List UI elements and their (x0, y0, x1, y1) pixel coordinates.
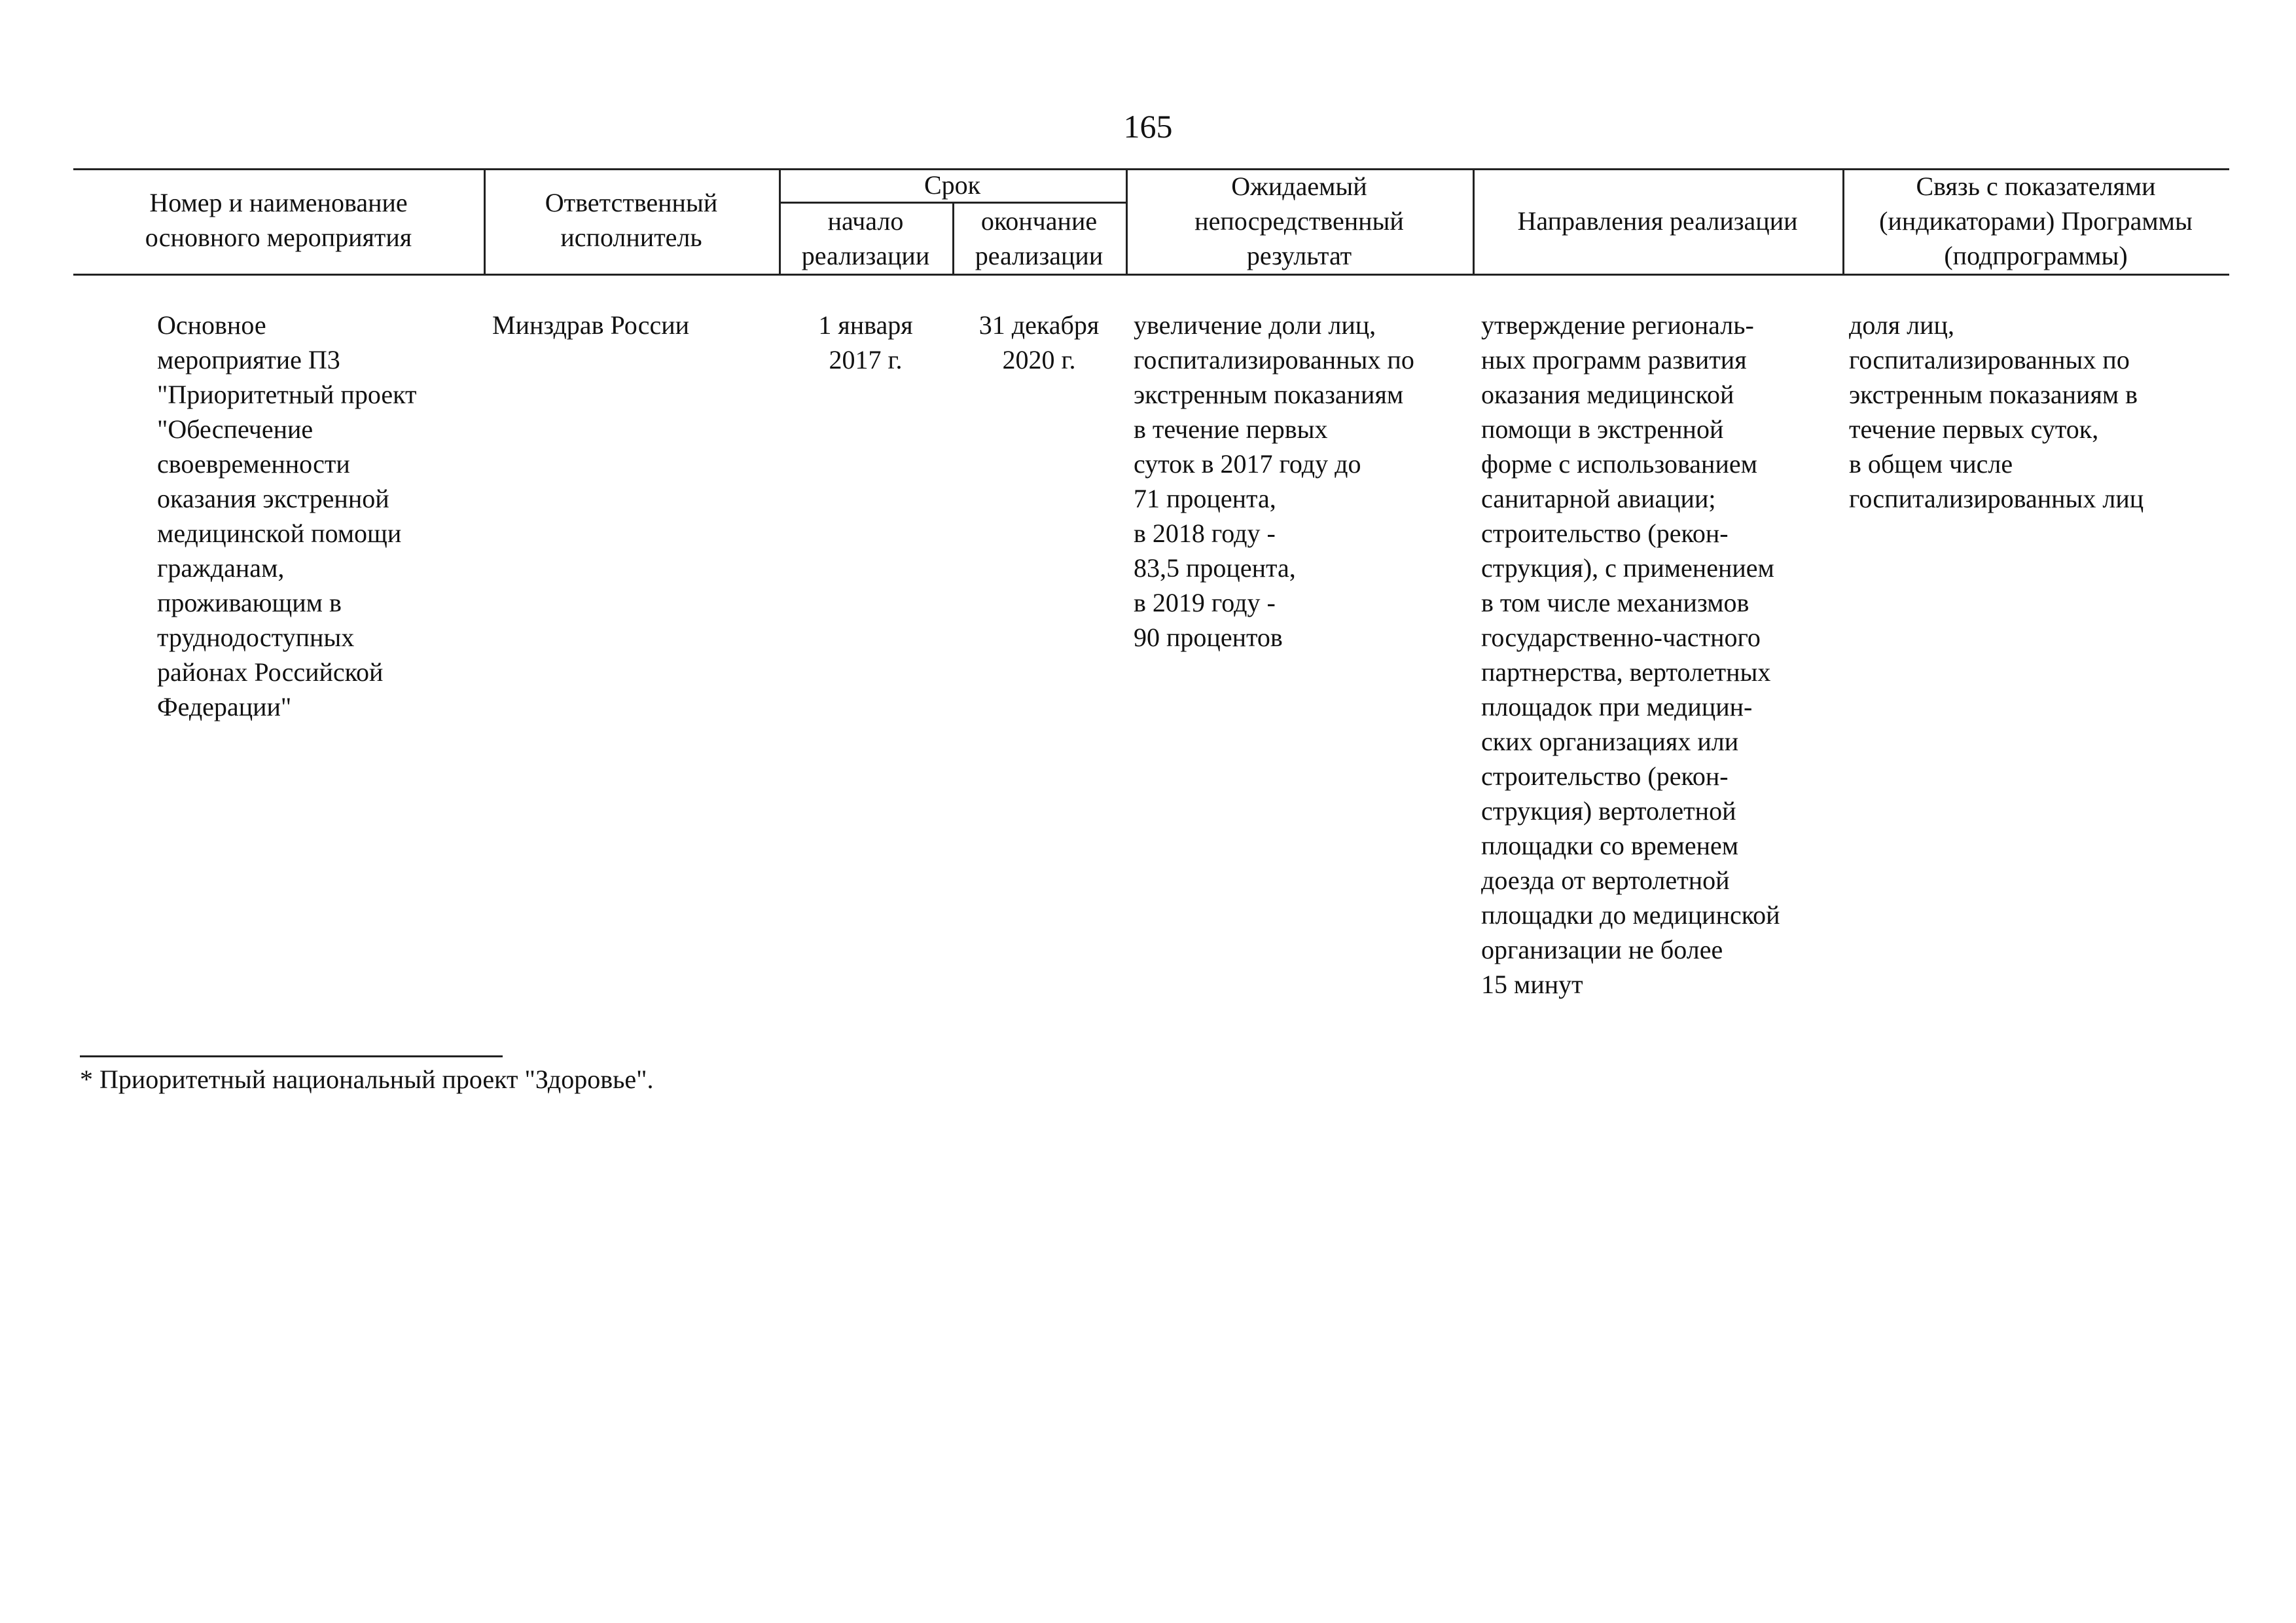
footnote-rule (80, 1055, 503, 1057)
header-expected-result: Ожидаемый непосредственный результат (1194, 172, 1404, 270)
row-indicators: доля лиц, госпитализированных по экстренным показаниям в течение первых суток, в общем числе госпитализированных лиц (1849, 310, 2144, 513)
header-term: Срок (924, 170, 981, 200)
page-number: 165 (1123, 108, 1173, 145)
header-event-name: Номер и наименование основного мероприятия (145, 188, 412, 252)
header-directions: Направления реализации (1517, 206, 1798, 236)
header-start: начало реализации (801, 206, 930, 270)
row-end-date: 31 декабря 2020 г. (978, 310, 1100, 374)
header-responsible: Ответственный исполнитель (545, 188, 718, 252)
row-responsible: Минздрав России (492, 310, 690, 340)
row-expected-result: увеличение доли лиц, госпитализированных по экстренным показаниям в течение первых суток в 2017 году до 71 процента, в 2018 году - 83,5 процента, в 2019 году - 90 процентов (1134, 310, 1414, 652)
row-event-name: Основное мероприятие П3 "Приоритетный проект "Обеспечение своевременности оказания экстренной медицинской помощи гражданам, проживающим в труднодоступных районах Российской Федерации" (157, 310, 417, 721)
header-end: окончание реализации (975, 206, 1103, 270)
footnote: * Приоритетный национальный проект "Здоровье". (80, 1065, 654, 1094)
row-start-date: 1 января 2017 г. (818, 310, 913, 374)
header-indicators: Связь с показателями (индикаторами) Программы (подпрограммы) (1879, 172, 2193, 270)
row-directions: утверждение региональ- ных программ развития оказания медицинской помощи в экстренной форме с использованием санитарной авиации; строительство (рекон- струкция), с применением в том числе механизмов государственно-частного партнерства, вертолетных площадок при медицин- ских организациях или строительство (рекон- струкция) вертолетной площадки со временем доезда от вертолетной площадки до медицинской организации не более 15 минут (1481, 310, 1780, 999)
table-header-bottom-rule (73, 274, 2229, 276)
